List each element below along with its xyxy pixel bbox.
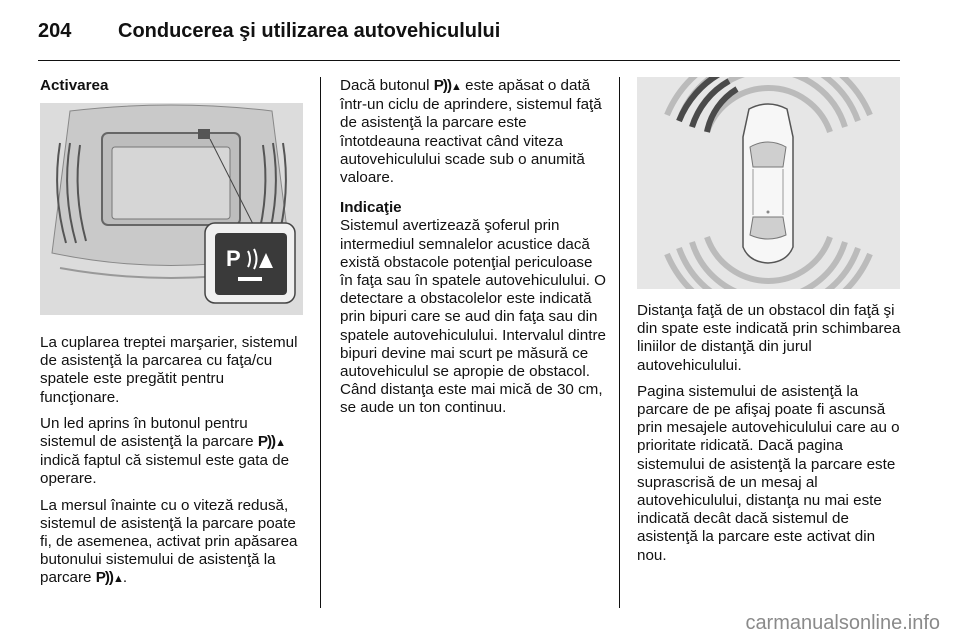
header-rule [38, 60, 900, 61]
activation-paragraph-1: La cuplarea treptei marşarier, sistemul de asistenţă la parcarea cu faţa/cu spatele este pregătit pentru funcţionare. [40, 334, 298, 406]
column-divider-1 [320, 77, 321, 608]
column-activation [40, 77, 306, 95]
page-number: 204 [38, 20, 72, 42]
column-distance [637, 302, 903, 573]
reactivation-paragraph: Dacă butonul P))▲ este apăsat o dată într-un ciclu de aprindere, sistemul faţă de asistenţă la parcare este întotdeauna reactivat când viteza autovehiculului scade sub o anumită valoare. [340, 77, 602, 187]
activation-paragraph-3: La mersul înainte cu o viteză redusă, sistemul de asistenţă la parcare poate fi, de asemenea, activat prin apăsarea butonului sistemului de asistenţă la parcare P))▲. [40, 497, 306, 589]
car-top-view [743, 104, 793, 263]
distance-paragraph-1: Distanţa faţă de un obstacol din faţă şi din spate este indicată prin schimbarea liniilor de distanţă din jurul autovehiculului. [637, 302, 901, 374]
parking-button-closeup [205, 223, 295, 303]
parking-button-icon: P))▲ [257, 433, 285, 451]
activation-paragraph-2: Un led aprins în butonul pentru sistemul de asistenţă la parcare P))▲ indică faptul că sistemul este gata de operare. [40, 414, 290, 488]
dashboard-illustration [40, 103, 303, 315]
activation-heading: Activarea [40, 77, 109, 94]
indication-heading: Indicaţie [340, 199, 402, 217]
indication-paragraph: Sistemul avertizează şoferul prin intermediul semnalelor acustice dacă există obstacole potenţial periculoase în faţa sau în spatele autovehiculului. O detectare a obstacolelor este indicată prin bipuri care se aud din faţa sau din spatele autovehiculului. Intervalul dintre bipuri devine mai scurt pe măsură ce autovehiculul se apropie de obstacol. Când distanţa este mai mică de 30 cm, se aude un ton continuu. [340, 217, 606, 417]
parking-button-icon: P))▲ [433, 77, 461, 94]
page-title: Conducerea şi utilizarea autovehiculului [118, 20, 501, 42]
distance-paragraph-2: Pagina sistemului de asistenţă la parcare de pe afişaj poate fi ascunsă prin mesajele autovehiculului care au o prioritate ridicată. Dacă pagina sistemului de asistenţă la parcare este suprascrisă de un mesaj al autovehiculului, distanţa nu mai este indicată decât dacă sistemul de asistenţă la parcare este activat din nou. [637, 382, 900, 564]
watermark-footer: carmanualsonline.info [745, 612, 940, 634]
column-activation-body [40, 334, 306, 597]
distance-lines-illustration [637, 77, 900, 289]
column-indication [340, 77, 608, 426]
column-divider-2 [619, 77, 620, 608]
parking-button-letter: P [226, 246, 241, 271]
parking-button-icon: P))▲ [95, 569, 123, 587]
